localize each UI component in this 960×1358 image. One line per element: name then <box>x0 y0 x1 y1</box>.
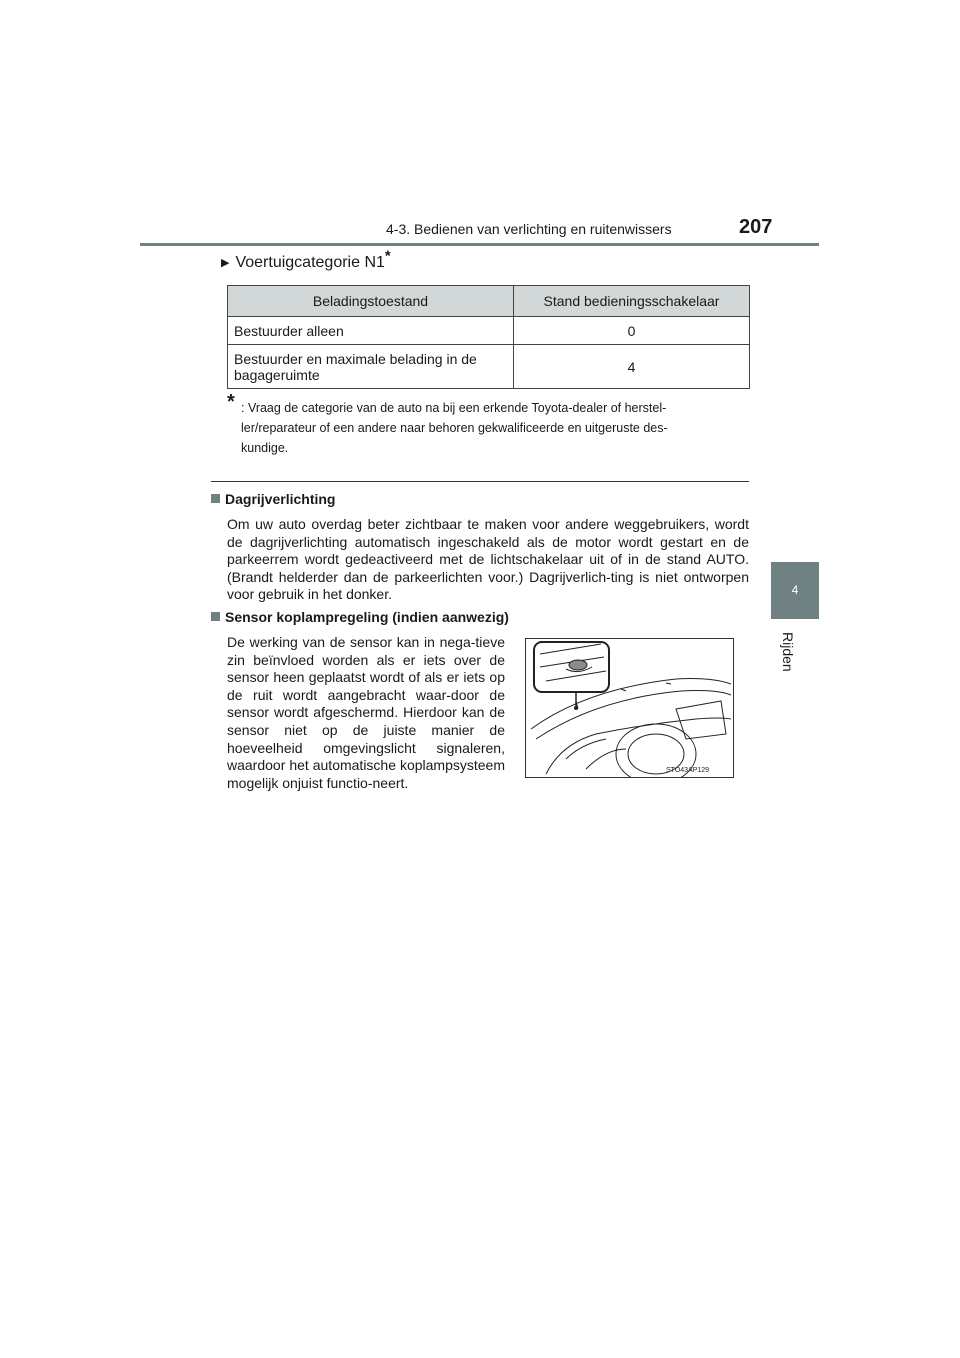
section-body-headlight-sensor: De werking van de sensor kan in nega-tieve zin beïnvloed worden als er iets over de sensor heen geplaatst wordt of als er iets op de ruit wordt aangebracht waar-door de sensor wordt afgeschermd. Hierdoor kan de sensor niet op de juiste manier de hoeveelheid omgevingslicht signaleren, waardoor het automatische koplampsysteem mogelijk onjuist functio-neert. <box>227 634 505 791</box>
footnote-line: kundige. <box>241 441 289 455</box>
page-number: 207 <box>739 216 773 238</box>
footnote <box>227 391 747 458</box>
chapter-tab-label: Rijden <box>780 632 796 672</box>
dashboard-illustration <box>526 639 733 777</box>
triangle-bullet-icon: ▶ <box>221 257 230 269</box>
footnote-star: * <box>227 391 235 413</box>
sensor-location-figure <box>525 638 734 778</box>
category-heading <box>221 247 391 272</box>
figure-code: STO43AP129 <box>666 767 710 774</box>
table-cell-condition: Bestuurder en maximale belading in de bagageruimte <box>228 345 514 389</box>
section-title-text: Dagrijverlichting <box>225 491 336 507</box>
table-row <box>228 317 750 345</box>
footnote-line: : Vraag de categorie van de auto na bij een erkende Toyota-dealer of herstel- <box>241 401 667 415</box>
table-header-position: Stand bedieningsschakelaar <box>514 286 750 317</box>
chapter-tab[interactable]: 4 <box>771 562 819 619</box>
section-title-text: Sensor koplampregeling (indien aanwezig) <box>225 609 509 625</box>
square-bullet-icon <box>211 494 220 503</box>
header-divider <box>140 243 819 246</box>
footnote-line: ler/reparateur of een andere naar behoren gekwalificeerde en uitgeruste des- <box>241 421 668 435</box>
table-row <box>228 345 750 389</box>
section-title-daytime-lights <box>211 491 335 507</box>
section-body-daytime-lights: Om uw auto overdag beter zichtbaar te maken voor andere weggebruikers, wordt de dagrijverlichting automatisch ingeschakeld als de motor wordt gestart en de parkeerrem wordt gedeactiveerd met de lichtschakelaar uit of in de stand AUTO. (Brandt helderder dan de parkeerlichten voor.) Dagrijverlich-ting is niet ontworpen voor gebruik in het donker. <box>227 516 749 603</box>
table-cell-position: 4 <box>514 345 750 389</box>
load-condition-table <box>227 285 750 389</box>
footnote-marker: * <box>384 247 391 265</box>
category-title: Voertuigcategorie N1 <box>235 254 385 271</box>
section-title-headlight-sensor <box>211 609 509 625</box>
table-header-condition: Beladingstoestand <box>228 286 514 317</box>
section-divider <box>211 481 749 482</box>
square-bullet-icon <box>211 612 220 621</box>
table-cell-condition: Bestuurder alleen <box>228 317 514 345</box>
table-cell-position: 0 <box>514 317 750 345</box>
section-header-title: 4-3. Bedienen van verlichting en ruitenwissers <box>386 221 672 237</box>
